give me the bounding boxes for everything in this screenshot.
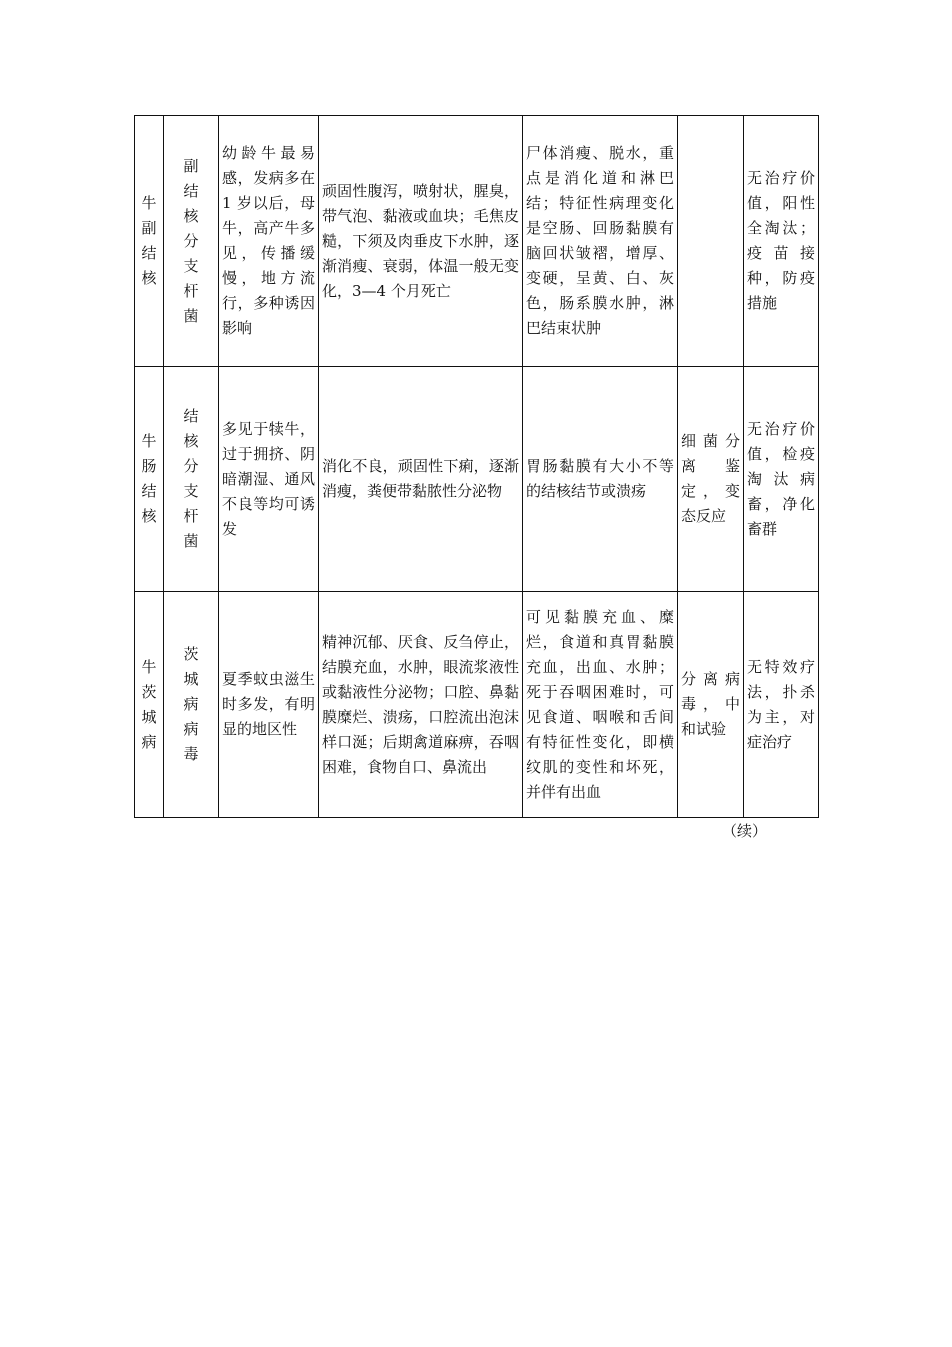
epidemiology-cell: 多见于犊牛，过于拥挤、阴暗潮湿、通风不良等均可诱发: [219, 367, 319, 592]
diagnosis-cell: [678, 116, 744, 367]
epidemiology-cell: 夏季蚊虫滋生时多发，有明显的地区性: [219, 592, 319, 818]
pathogen: 茨城病病毒: [183, 645, 199, 763]
lesions-cell: 胃肠黏膜有大小不等的结核结节或溃疡: [523, 367, 678, 592]
disease-name: 牛副结核: [141, 194, 157, 287]
pathogen-cell: [164, 592, 219, 818]
disease-name-cell: [135, 592, 164, 818]
disease-name-cell: [135, 116, 164, 367]
treatment-cell: 无特效疗法，扑杀为主，对症治疗: [744, 592, 819, 818]
diagnosis-cell: 细菌分离鉴定，变态反应: [678, 367, 744, 592]
table-row: [135, 116, 819, 367]
diagnosis-cell: 分离病毒，中和试验: [678, 592, 744, 818]
treatment-cell: 无治疗价值，检疫淘汰病畜，净化畜群: [744, 367, 819, 592]
symptoms-cell: 消化不良，顽固性下痢，逐渐消瘦，粪便带黏脓性分泌物: [319, 367, 523, 592]
table-row: [135, 367, 819, 592]
lesions-cell: 尸体消瘦、脱水，重点是消化道和淋巴结；特征性病理变化是空肠、回肠黏膜有脑回状皱褶，增厚、变硬，呈黄、白、灰色，肠系膜水肿，淋巴结束状肿: [523, 116, 678, 367]
lesions-cell: 可见黏膜充血、糜烂，食道和真胃黏膜充血，出血、水肿；死于吞咽困难时，可见食道、咽喉和舌间有特征性变化，即横纹肌的变性和坏死，并伴有出血: [523, 592, 678, 818]
pathogen: 副结核分支杆菌: [183, 156, 199, 325]
disease-table: [134, 115, 819, 818]
symptoms-cell: 精神沉郁、厌食、反刍停止，结膜充血，水肿，眼流浆液性或黏液性分泌物；口腔、鼻黏膜糜烂、溃疡，口腔流出泡沫样口涎；后期禽道麻痹，吞咽困难，食物自口、鼻流出: [319, 592, 523, 818]
disease-name: 牛茨城病: [141, 657, 157, 751]
pathogen-cell: [164, 367, 219, 592]
pathogen-cell: [164, 116, 219, 367]
continued-label: （续）: [722, 822, 768, 840]
epidemiology-cell: 幼龄牛最易感，发病多在 1 岁以后，母牛，高产牛多见，传播缓慢，地方流行，多种诱因影响: [219, 116, 319, 367]
disease-name-cell: [135, 367, 164, 592]
table-row: [135, 592, 819, 818]
disease-name: 牛肠结核: [141, 432, 157, 525]
symptoms-cell: 顽固性腹泻，喷射状，腥臭，带气泡、黏液或血块；毛焦皮糙，下须及肉垂皮下水肿，逐渐消瘦、衰弱，体温一般无变化，3—4 个月死亡: [319, 116, 523, 367]
treatment-cell: 无治疗价值，阳性全淘汰；疫苗接种，防疫措施: [744, 116, 819, 367]
pathogen: 结核分支杆菌: [183, 407, 199, 550]
